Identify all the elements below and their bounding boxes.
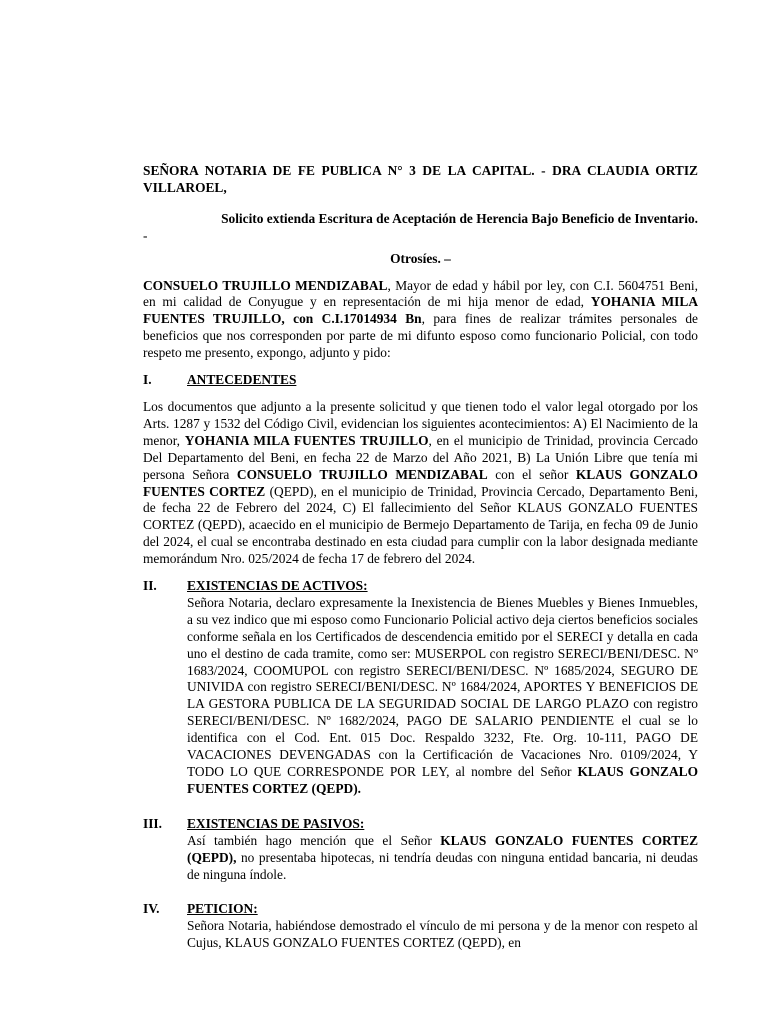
section-number: IV. xyxy=(143,901,160,917)
body-text: Los documentos que adjunto a la presente solicitud y que tienen todo el valor legal otorgado por los Arts. 1287 y 1532 del Código Civil, evidencian los siguientes acontecimientos: A) El Nacimiento de la menor, xyxy=(143,398,698,448)
petitioner-name: CONSUELO TRUJILLO MENDIZABAL xyxy=(143,277,388,293)
intro-paragraph xyxy=(143,278,698,363)
request-line: Solicito extienda Escritura de Aceptación de Herencia Bajo Beneficio de Inventario. xyxy=(221,210,698,226)
section-body-pasivos xyxy=(187,833,698,884)
bold-name: YOHANIA MILA FUENTES TRUJILLO xyxy=(184,432,429,448)
intro-text-2: , para fines de realizar trámites personales de beneficios que nos corresponden por parte de mi difunto esposo como funcionario Policial, con todo respeto me presento, expongo, adjunto y pido: xyxy=(143,311,698,361)
request-dash: - xyxy=(143,227,148,243)
bold-name: CONSUELO TRUJILLO MENDIZABAL xyxy=(236,466,488,482)
section-title: EXISTENCIAS DE PASIVOS: xyxy=(187,815,365,831)
section-heading-antecedentes xyxy=(143,372,698,389)
section-title: ANTECEDENTES xyxy=(187,372,297,388)
body-text: Así también hago mención que el Señor xyxy=(187,832,441,848)
section-title: PETICION: xyxy=(187,901,258,917)
bold-name: KLAUS GONZALO FUENTES CORTEZ (QEPD), xyxy=(187,832,698,865)
document-page xyxy=(143,163,698,952)
section-body-activos xyxy=(187,595,698,798)
section-heading-peticion xyxy=(143,901,698,918)
body-text: no presentaba hipotecas, ni tendría deudas con ninguna entidad bancaria, ni deudas de ninguna índole. xyxy=(187,849,698,882)
section-number: II. xyxy=(143,578,157,594)
otrosies-heading: Otrosíes. – xyxy=(390,250,451,266)
intro-text-1: , Mayor de edad y hábil por ley, con C.I. 5604751 Beni, en mi calidad de Conyugue y en representación de mi hija menor de edad, xyxy=(143,277,698,310)
section-heading-pasivos xyxy=(143,816,698,833)
section-number: III. xyxy=(143,815,162,831)
bold-name: KLAUS GONZALO FUENTES CORTEZ xyxy=(143,466,698,499)
section-number: I. xyxy=(143,372,152,388)
body-text: (QEPD), en el municipio de Trinidad, Provincia Cercado, Departamento Beni, de fecha 22 de Febrero del 2024, C) El fallecimiento del Señor KLAUS GONZALO FUENTES CORTEZ (QEPD), acaecido en el municipio de Bermejo Departamento de Tarija, en fecha 09 de Junio del 2024, el cual se encontraba destinado en esta ciudad para cumplir con la labor designada mediante memorándum Nro. 025/2024 de fecha 17 de febrero del 2024. xyxy=(143,483,698,567)
minor-name-id: YOHANIA MILA FUENTES TRUJILLO, con C.I.17014934 Bn xyxy=(143,294,698,327)
body-text: , en el municipio de Trinidad, provincia Cercado Del Departamento del Beni, en fecha 22 de Marzo del Año 2021, B) La Unión Libre que tenía mi persona Señora xyxy=(143,432,698,482)
section-body-antecedentes xyxy=(143,399,698,568)
section-body-peticion: Señora Notaria, habiéndose demostrado el vínculo de mi persona y de la menor con respeto al Cujus, KLAUS GONZALO FUENTES CORTEZ (QEPD), en xyxy=(187,918,698,951)
section-heading-activos xyxy=(143,578,698,595)
document-title: SEÑORA NOTARIA DE FE PUBLICA N° 3 DE LA CAPITAL. - DRA CLAUDIA ORTIZ VILLAROEL, xyxy=(143,163,698,195)
body-text: con el señor xyxy=(487,466,576,482)
bold-name: KLAUS GONZALO FUENTES CORTEZ (QEPD). xyxy=(187,764,699,796)
section-title: EXISTENCIAS DE ACTIVOS: xyxy=(187,578,368,594)
body-text: Señora Notaria, declaro expresamente la Inexistencia de Bienes Muebles y Bienes Inmuebles, a su vez indico que mi esposo como Funcionario Policial activo deja ciertos beneficios sociales conforme señala en los Certificados de descendencia emitido por el SERECI y detalla en cada uno el destino de cada tramite, como ser: MUSERPOL con registro SERECI/BENI/DESC. Nº 1683/2024, COOMUPOL con registro SERECI/BENI/DESC. Nº 1685/2024, SEGURO DE UNIVIDA con registro SERECI/BENI/DESC. Nº 1684/2024, APORTES Y BENEFICIOS DE LA GESTORA PUBLICA DE LA SEGURIDAD SOCIAL DE LARGO PLAZO con registro SERECI/BENI/DESC. Nº 1682/2024, PAGO DE SALARIO PENDIENTE el cual se lo identifica con el Cod. Ent. 015 Doc. Respaldo 3232, Fte. Org. 10-111, PAGO DE VACACIONES DEVENGADAS con la Certificación de Vacaciones Nro. 0109/2024, Y TODO LO QUE CORRESPONDE POR LEY, al nombre del Señor xyxy=(187,594,698,779)
